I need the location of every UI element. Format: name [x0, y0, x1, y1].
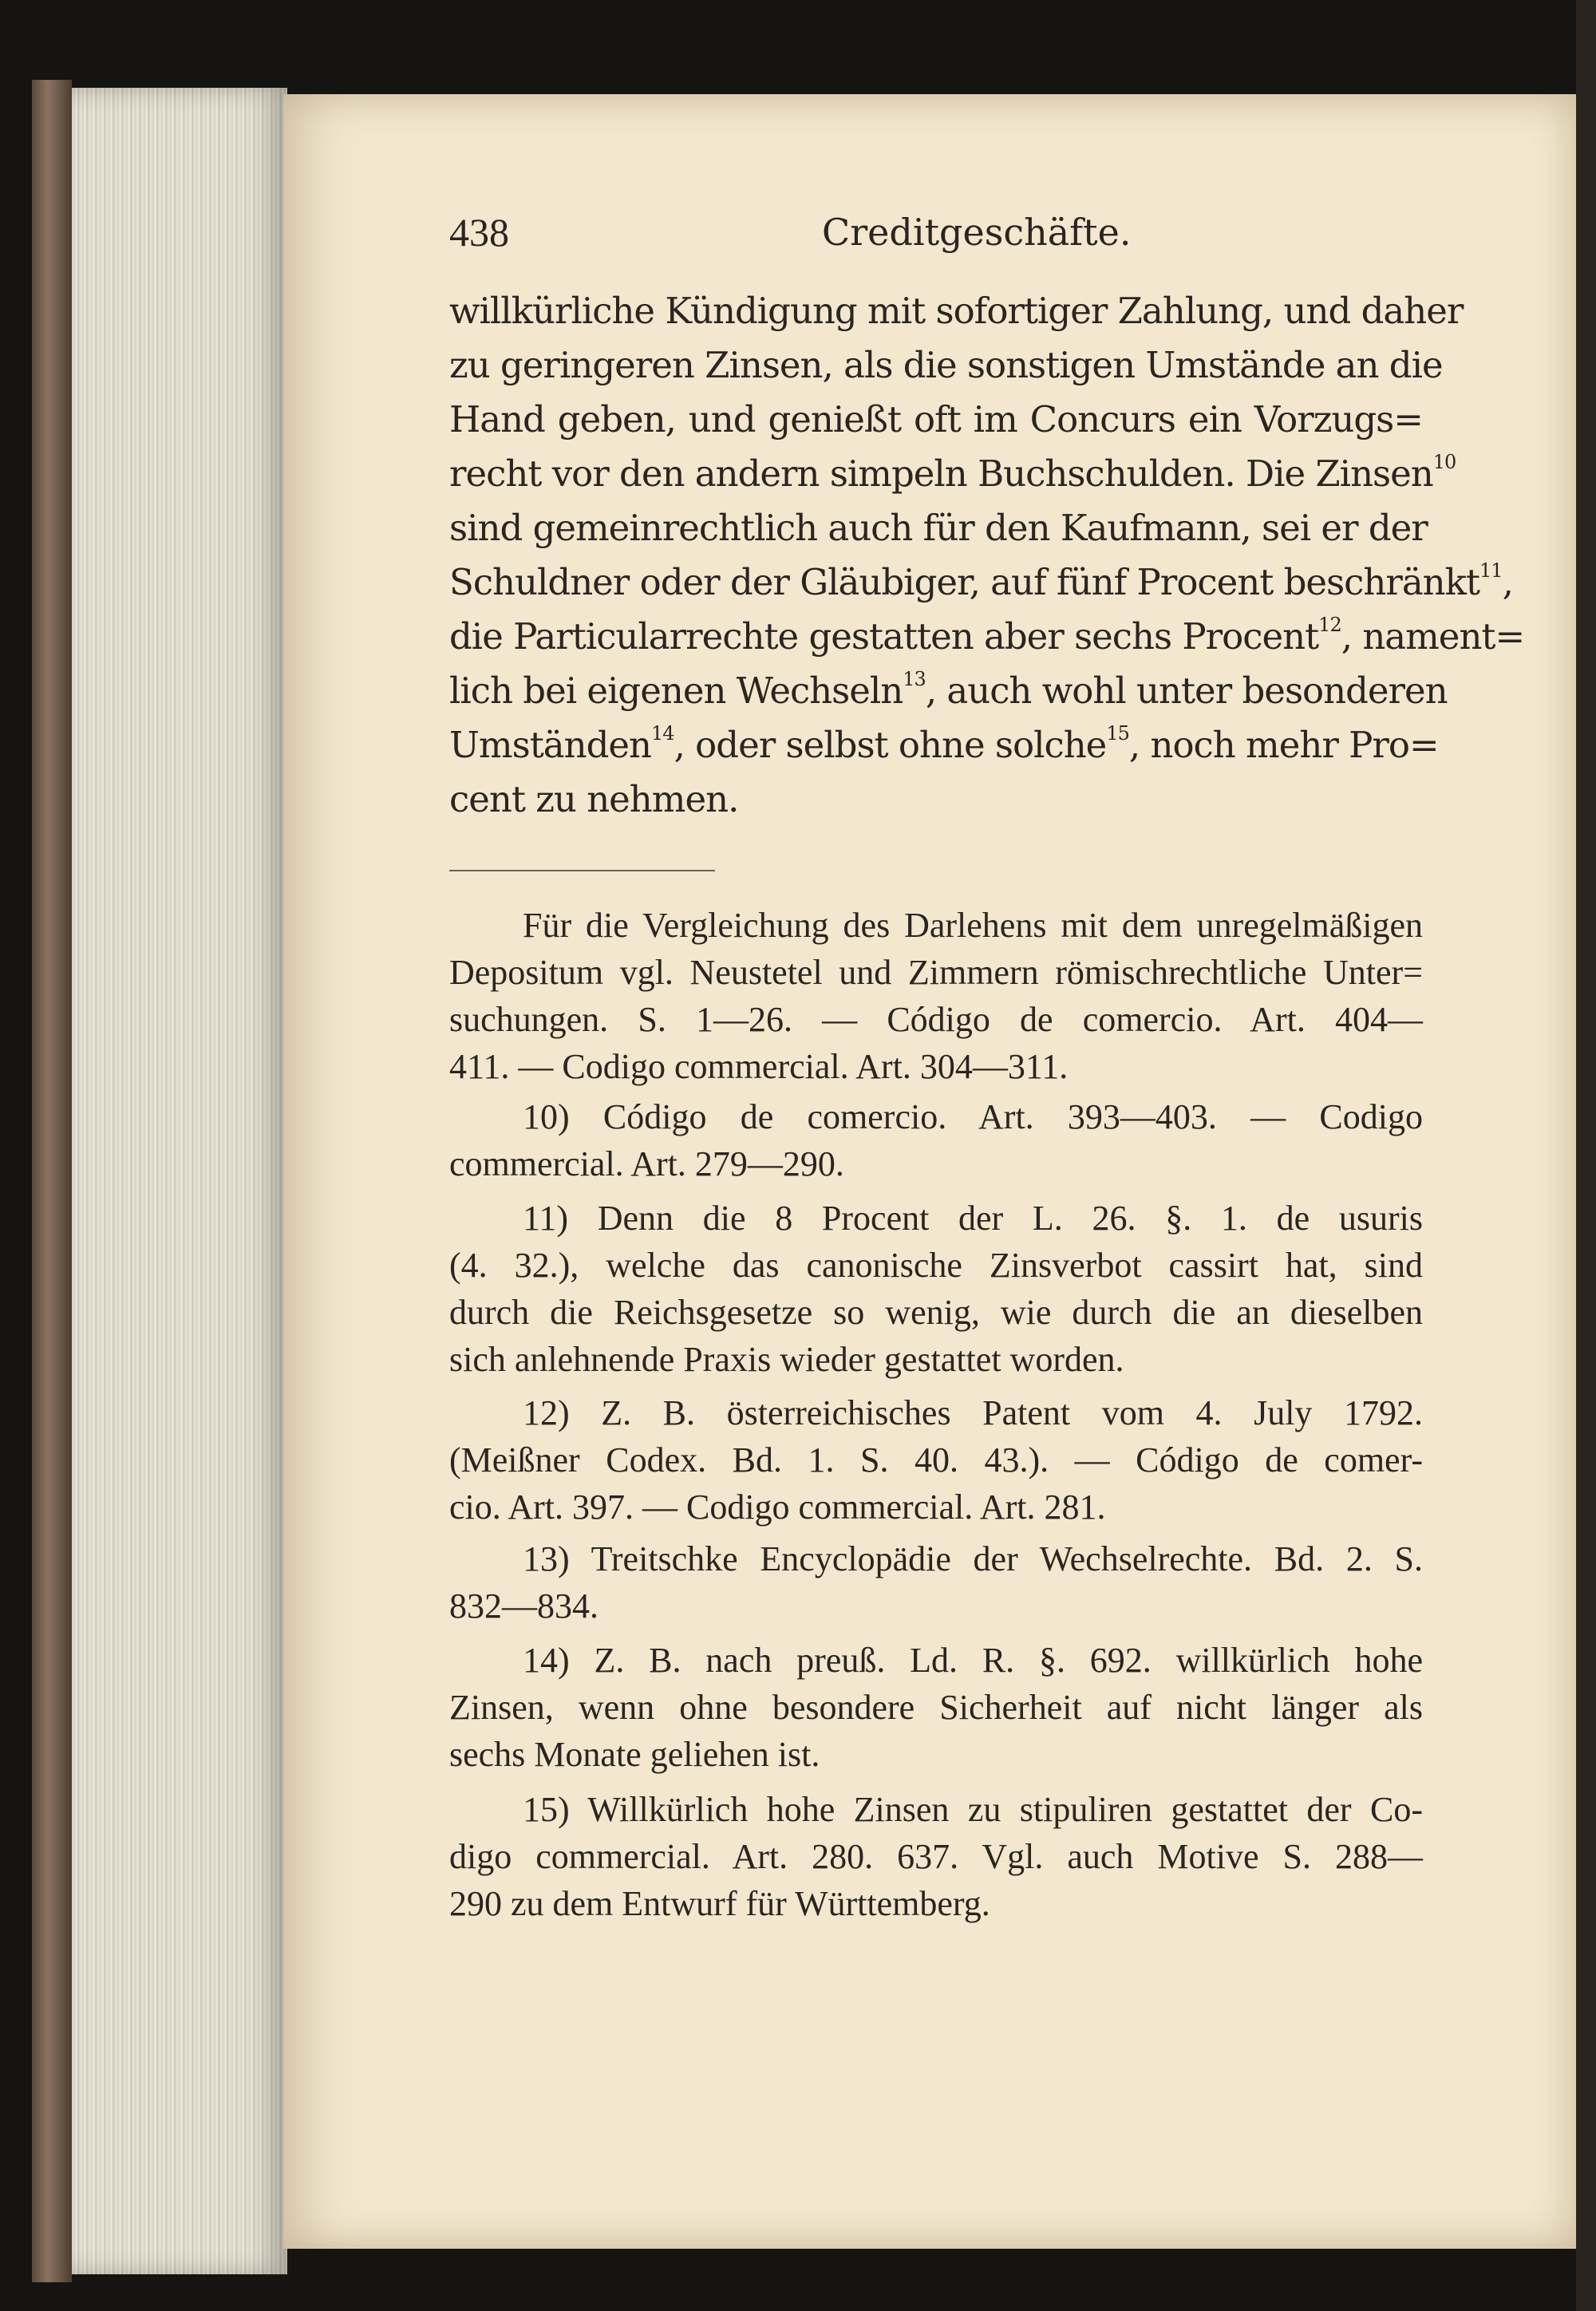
footnote-line: Depositum vgl. Neustetel und Zimmern römischrechtliche Unter=	[449, 953, 1423, 992]
footnote-line: 832—834.	[449, 1586, 598, 1626]
footnote-line: sich anlehnende Praxis wieder gestattet worden.	[449, 1340, 1124, 1379]
text-line	[449, 777, 1423, 822]
footnote-line: sechs Monate geliehen ist.	[449, 1735, 820, 1774]
footnote-line: durch die Reichsgesetze so wenig, wie durch die an dieselben	[449, 1293, 1423, 1332]
running-title: Creditgeschäfte.	[822, 211, 1132, 254]
scanner-background	[1576, 0, 1596, 2311]
footnote-line: 12) Z. B. österreichisches Patent vom 4. July 1792.	[523, 1393, 1423, 1432]
footnote-reference: 13	[903, 668, 926, 690]
text-line	[449, 559, 1513, 605]
text-segment: recht vor den andern simpeln Buchschulden. Die Zinsen	[449, 452, 1433, 495]
text-line	[449, 506, 1428, 551]
footnote-reference: 11	[1479, 559, 1503, 582]
footnote-line: commercial. Art. 279—290.	[449, 1144, 844, 1183]
footnote-line: (Meißner Codex. Bd. 1. S. 40. 43.). — Código de comer-	[449, 1440, 1423, 1479]
text-line	[449, 451, 1456, 496]
footnote-line: 13) Treitschke Encyclopädie der Wechselrechte. Bd. 2. S.	[523, 1539, 1423, 1578]
footnote-line: Zinsen, wenn ohne besondere Sicherheit auf nicht länger als	[449, 1688, 1423, 1727]
footnote-line: 14) Z. B. nach preuß. Ld. R. §. 692. willkürlich hohe	[523, 1641, 1423, 1680]
footnote-line: 411. — Codigo commercial. Art. 304—311.	[449, 1047, 1069, 1086]
text-segment: , oder selbst ohne solche	[674, 724, 1107, 766]
text-segment: , auch wohl unter besonderen	[925, 670, 1448, 712]
text-line	[449, 289, 1464, 334]
footnote-line: suchungen. S. 1—26. — Código de comercio. Art. 404—	[449, 1000, 1423, 1039]
page-edges	[72, 88, 287, 2274]
footnote-line: digo commercial. Art. 280. 637. Vgl. auch Motive S. 288—	[449, 1837, 1423, 1876]
text-segment: , noch mehr Pro=	[1128, 724, 1439, 766]
footnote-line: 15) Willkürlich hohe Zinsen zu stipuliren gestattet der Co-	[523, 1790, 1423, 1829]
text-segment: Schuldner oder der Gläubiger, auf fünf Procent beschränkt	[449, 561, 1480, 603]
footnote-line: 11) Denn die 8 Procent der L. 26. §. 1. de usuris	[523, 1199, 1423, 1238]
text-segment: willkürliche Kündigung mit sofortiger Zahlung, und daher	[449, 290, 1464, 332]
text-segment: lich bei eigenen Wechseln	[449, 670, 903, 712]
text-segment: Hand geben, und genießt oft im Concurs ein Vorzugs=	[449, 398, 1423, 440]
footnote-line: cio. Art. 397. — Codigo commercial. Art. 281.	[449, 1487, 1106, 1527]
footnote-reference: 14	[651, 722, 674, 745]
footnote-line: (4. 32.), welche das canonische Zinsverbot cassirt hat, sind	[449, 1246, 1423, 1285]
footnote-line: Für die Vergleichung des Darlehens mit dem unregelmäßigen	[523, 906, 1423, 945]
text-line	[449, 614, 1525, 659]
text-segment: sind gemeinrechtlich auch für den Kaufmann, sei er der	[449, 507, 1428, 549]
footnote-reference: 10	[1432, 451, 1456, 473]
text-segment: cent zu nehmen.	[449, 778, 739, 820]
page-number: 438	[449, 210, 509, 255]
text-segment: zu geringeren Zinsen, als die sonstigen Umstände an die	[449, 344, 1443, 386]
footnote-reference: 12	[1318, 614, 1341, 636]
text-segment: Umständen	[449, 724, 652, 766]
text-line	[449, 722, 1439, 768]
footnote-separator	[449, 870, 715, 871]
text-segment: , nament=	[1341, 615, 1525, 658]
text-segment: ,	[1502, 561, 1513, 603]
book-cover-edge	[32, 80, 72, 2282]
footnote-line: 290 zu dem Entwurf für Württemberg.	[449, 1884, 990, 1923]
footnote-line: 10) Código de comercio. Art. 393—403. — Codigo	[523, 1097, 1423, 1136]
text-line	[449, 343, 1443, 388]
text-line	[449, 397, 1423, 442]
text-segment: die Particularrechte gestatten aber sechs Procent	[449, 615, 1319, 658]
text-line	[449, 668, 1448, 713]
footnote-reference: 15	[1106, 722, 1129, 745]
